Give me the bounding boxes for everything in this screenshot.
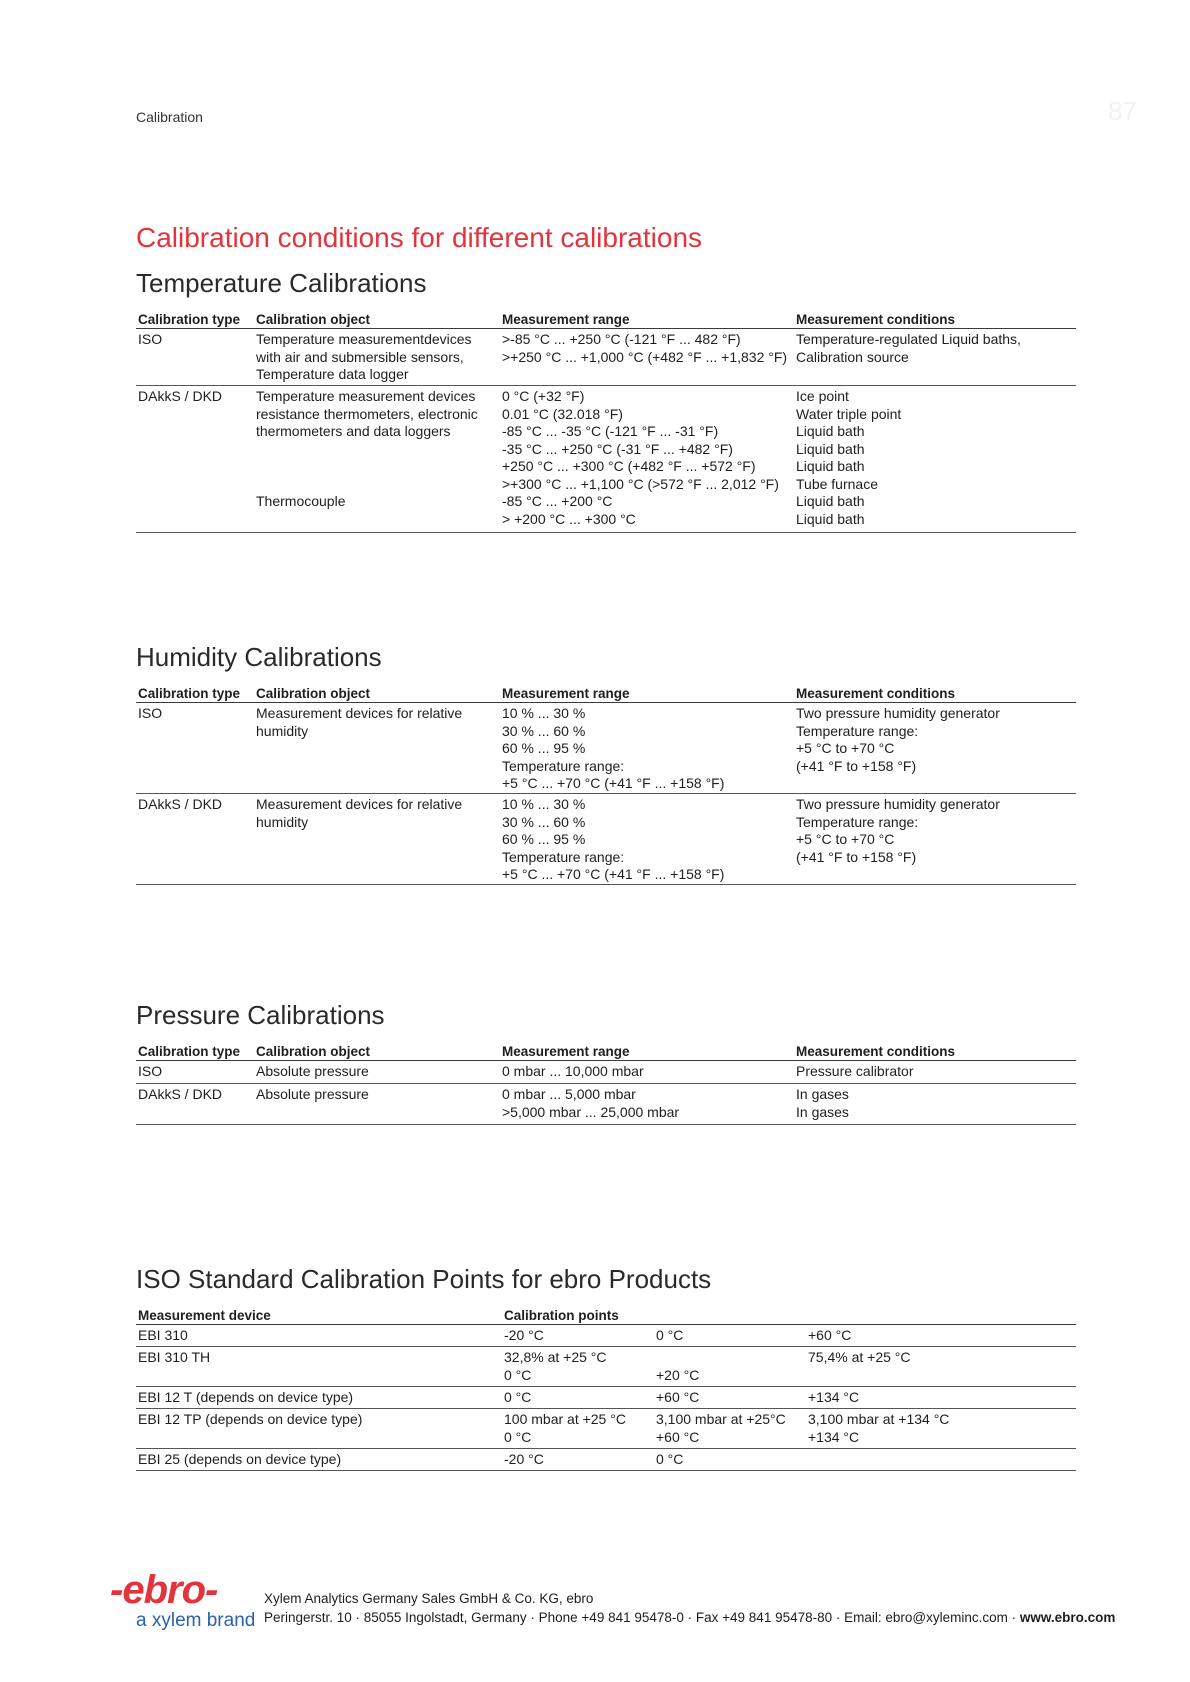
iso-points-table	[136, 1304, 1076, 1471]
calibration-point: +20 °C	[656, 1366, 700, 1383]
measurement-range: 0 °C (+32 °F) 0.01 °C (32.018 °F) -85 °C ... -35 °C (-121 °F ... -31 °F) -35 °C ... +250 °C (-31 °F ... +482 °F) +250 °C ... +300 °C (+482 °F ... +572 °F) >+300 °C ... +1,100 °C (>572 °F ... 2,012 °F) -85 °C ... +200 °C > +200 °C ... +300 °C	[502, 388, 779, 527]
calibration-type: DAkkS / DKD	[138, 1086, 223, 1102]
measurement-conditions: Two pressure humidity generator Temperature range: +5 °C to +70 °C (+41 °F to +158 °F)	[796, 796, 1000, 865]
footer-contact	[264, 1589, 1115, 1627]
table-row	[136, 1325, 1076, 1347]
humidity-section-title: Humidity Calibrations	[136, 642, 382, 672]
measurement-range: 10 % ... 30 % 30 % ... 60 % 60 % ... 95 % Temperature range: +5 °C ... +70 °C (+41 °F ... +158 °F)	[502, 705, 725, 791]
header-measurement-device: Measurement device	[138, 1308, 271, 1323]
table-header	[136, 1040, 1076, 1061]
header-calibration-object: Calibration object	[256, 312, 371, 327]
calibration-point: 3,100 mbar at +25°C +60 °C	[656, 1411, 786, 1445]
header-measurement-conditions: Measurement conditions	[796, 1044, 956, 1059]
calibration-point: +60 °C	[808, 1327, 852, 1343]
header-calibration-object: Calibration object	[256, 686, 371, 701]
calibration-point: 0 °C	[656, 1327, 684, 1343]
calibration-object: Temperature measurement devices resistance thermometers, electronic thermometers and data loggers Thermocouple	[256, 388, 478, 509]
iso-points-section-title: ISO Standard Calibration Points for ebro Products	[136, 1264, 712, 1294]
measurement-range: 0 mbar ... 5,000 mbar >5,000 mbar ... 25,000 mbar	[502, 1086, 680, 1120]
calibration-point: +60 °C	[656, 1389, 700, 1405]
header-measurement-range: Measurement range	[502, 1044, 630, 1059]
table-header	[136, 1304, 1076, 1325]
device-name: EBI 12 T (depends on device type)	[138, 1389, 354, 1405]
footer-address: Peringerstr. 10 · 85055 Ingolstadt, Germany · Phone +49 841 95478-0 · Fax +49 841 95478-80 · Email: ebro@xyleminc.com ·	[264, 1610, 1020, 1625]
table-header	[136, 308, 1076, 329]
calibration-point: 32,8% at +25 °C 0 °C	[504, 1349, 607, 1383]
page-title: Calibration conditions for different calibrations	[136, 222, 703, 253]
calibration-object: Measurement devices for relative humidity	[256, 705, 463, 739]
humidity-table	[136, 682, 1076, 885]
header-measurement-range: Measurement range	[502, 312, 630, 327]
table-row	[136, 1061, 1076, 1084]
measurement-range: 10 % ... 30 % 30 % ... 60 % 60 % ... 95 % Temperature range: +5 °C ... +70 °C (+41 °F ... +158 °F)	[502, 796, 725, 882]
calibration-point: 0 °C	[656, 1451, 684, 1467]
header-measurement-conditions: Measurement conditions	[796, 686, 956, 701]
measurement-conditions: Pressure calibrator	[796, 1063, 914, 1079]
table-row	[136, 794, 1076, 885]
calibration-type: DAkkS / DKD	[138, 796, 223, 812]
table-row	[136, 1084, 1076, 1125]
device-name: EBI 12 TP (depends on device type)	[138, 1411, 363, 1427]
header-calibration-type: Calibration type	[138, 686, 241, 701]
table-header	[136, 682, 1076, 703]
header-label: Calibration	[136, 109, 203, 125]
temperature-section-title: Temperature Calibrations	[136, 268, 427, 298]
calibration-point: +134 °C	[808, 1389, 860, 1405]
calibration-object: Measurement devices for relative humidity	[256, 796, 463, 830]
footer-website-link[interactable]: www.ebro.com	[1019, 1610, 1116, 1625]
device-name: EBI 25 (depends on device type)	[138, 1451, 342, 1467]
measurement-range: 0 mbar ... 10,000 mbar	[502, 1063, 644, 1079]
table-row	[136, 1409, 1076, 1449]
table-row	[136, 1387, 1076, 1409]
header-calibration-points: Calibration points	[504, 1308, 619, 1323]
measurement-conditions: Ice point Water triple point Liquid bath Liquid bath Liquid bath Tube furnace Liquid bath Liquid bath	[796, 388, 902, 527]
header-calibration-object: Calibration object	[256, 1044, 371, 1059]
footer-address-line	[264, 1608, 1115, 1627]
calibration-point: 75,4% at +25 °C	[808, 1349, 911, 1365]
calibration-object: Temperature measurementdevices with air and submersible sensors, Temperature data logger	[256, 331, 472, 382]
calibration-object: Absolute pressure	[256, 1063, 369, 1079]
pressure-section-title: Pressure Calibrations	[136, 1000, 385, 1030]
calibration-type: ISO	[138, 1063, 163, 1079]
temperature-table	[136, 308, 1076, 533]
calibration-point: -20 °C	[504, 1327, 544, 1343]
ebro-logo	[110, 1568, 217, 1613]
device-name: EBI 310 TH	[138, 1349, 211, 1365]
measurement-range: >-85 °C ... +250 °C (-121 °F ... 482 °F) >+250 °C ... +1,000 °C (+482 °F ... +1,832 °F)	[502, 331, 788, 365]
measurement-conditions: Temperature-regulated Liquid baths, Calibration source	[796, 331, 1021, 365]
table-row	[136, 703, 1076, 794]
pressure-table	[136, 1040, 1076, 1125]
calibration-object: Absolute pressure	[256, 1086, 369, 1102]
table-row	[136, 386, 1076, 533]
logo-wordmark: -ebro-	[110, 1568, 218, 1612]
device-name: EBI 310	[138, 1327, 188, 1343]
header-measurement-range: Measurement range	[502, 686, 630, 701]
header-measurement-conditions: Measurement conditions	[796, 312, 956, 327]
measurement-conditions: In gases In gases	[796, 1086, 849, 1120]
calibration-point: -20 °C	[504, 1451, 544, 1467]
header-calibration-type: Calibration type	[138, 312, 241, 327]
calibration-type: ISO	[138, 705, 163, 721]
header-calibration-type: Calibration type	[138, 1044, 241, 1059]
calibration-point: 100 mbar at +25 °C 0 °C	[504, 1411, 626, 1445]
table-row	[136, 1347, 1076, 1387]
calibration-type: DAkkS / DKD	[138, 388, 223, 404]
footer-company: Xylem Analytics Germany Sales GmbH & Co. KG, ebro	[264, 1591, 594, 1606]
logo-subline: a xylem brand	[136, 1610, 256, 1631]
calibration-point: 3,100 mbar at +134 °C +134 °C	[808, 1411, 950, 1445]
table-row	[136, 329, 1076, 386]
measurement-conditions: Two pressure humidity generator Temperature range: +5 °C to +70 °C (+41 °F to +158 °F)	[796, 705, 1000, 774]
calibration-point: 0 °C	[504, 1389, 532, 1405]
calibration-type: ISO	[138, 331, 163, 347]
table-row	[136, 1449, 1076, 1471]
page-number: 87	[1108, 96, 1137, 126]
